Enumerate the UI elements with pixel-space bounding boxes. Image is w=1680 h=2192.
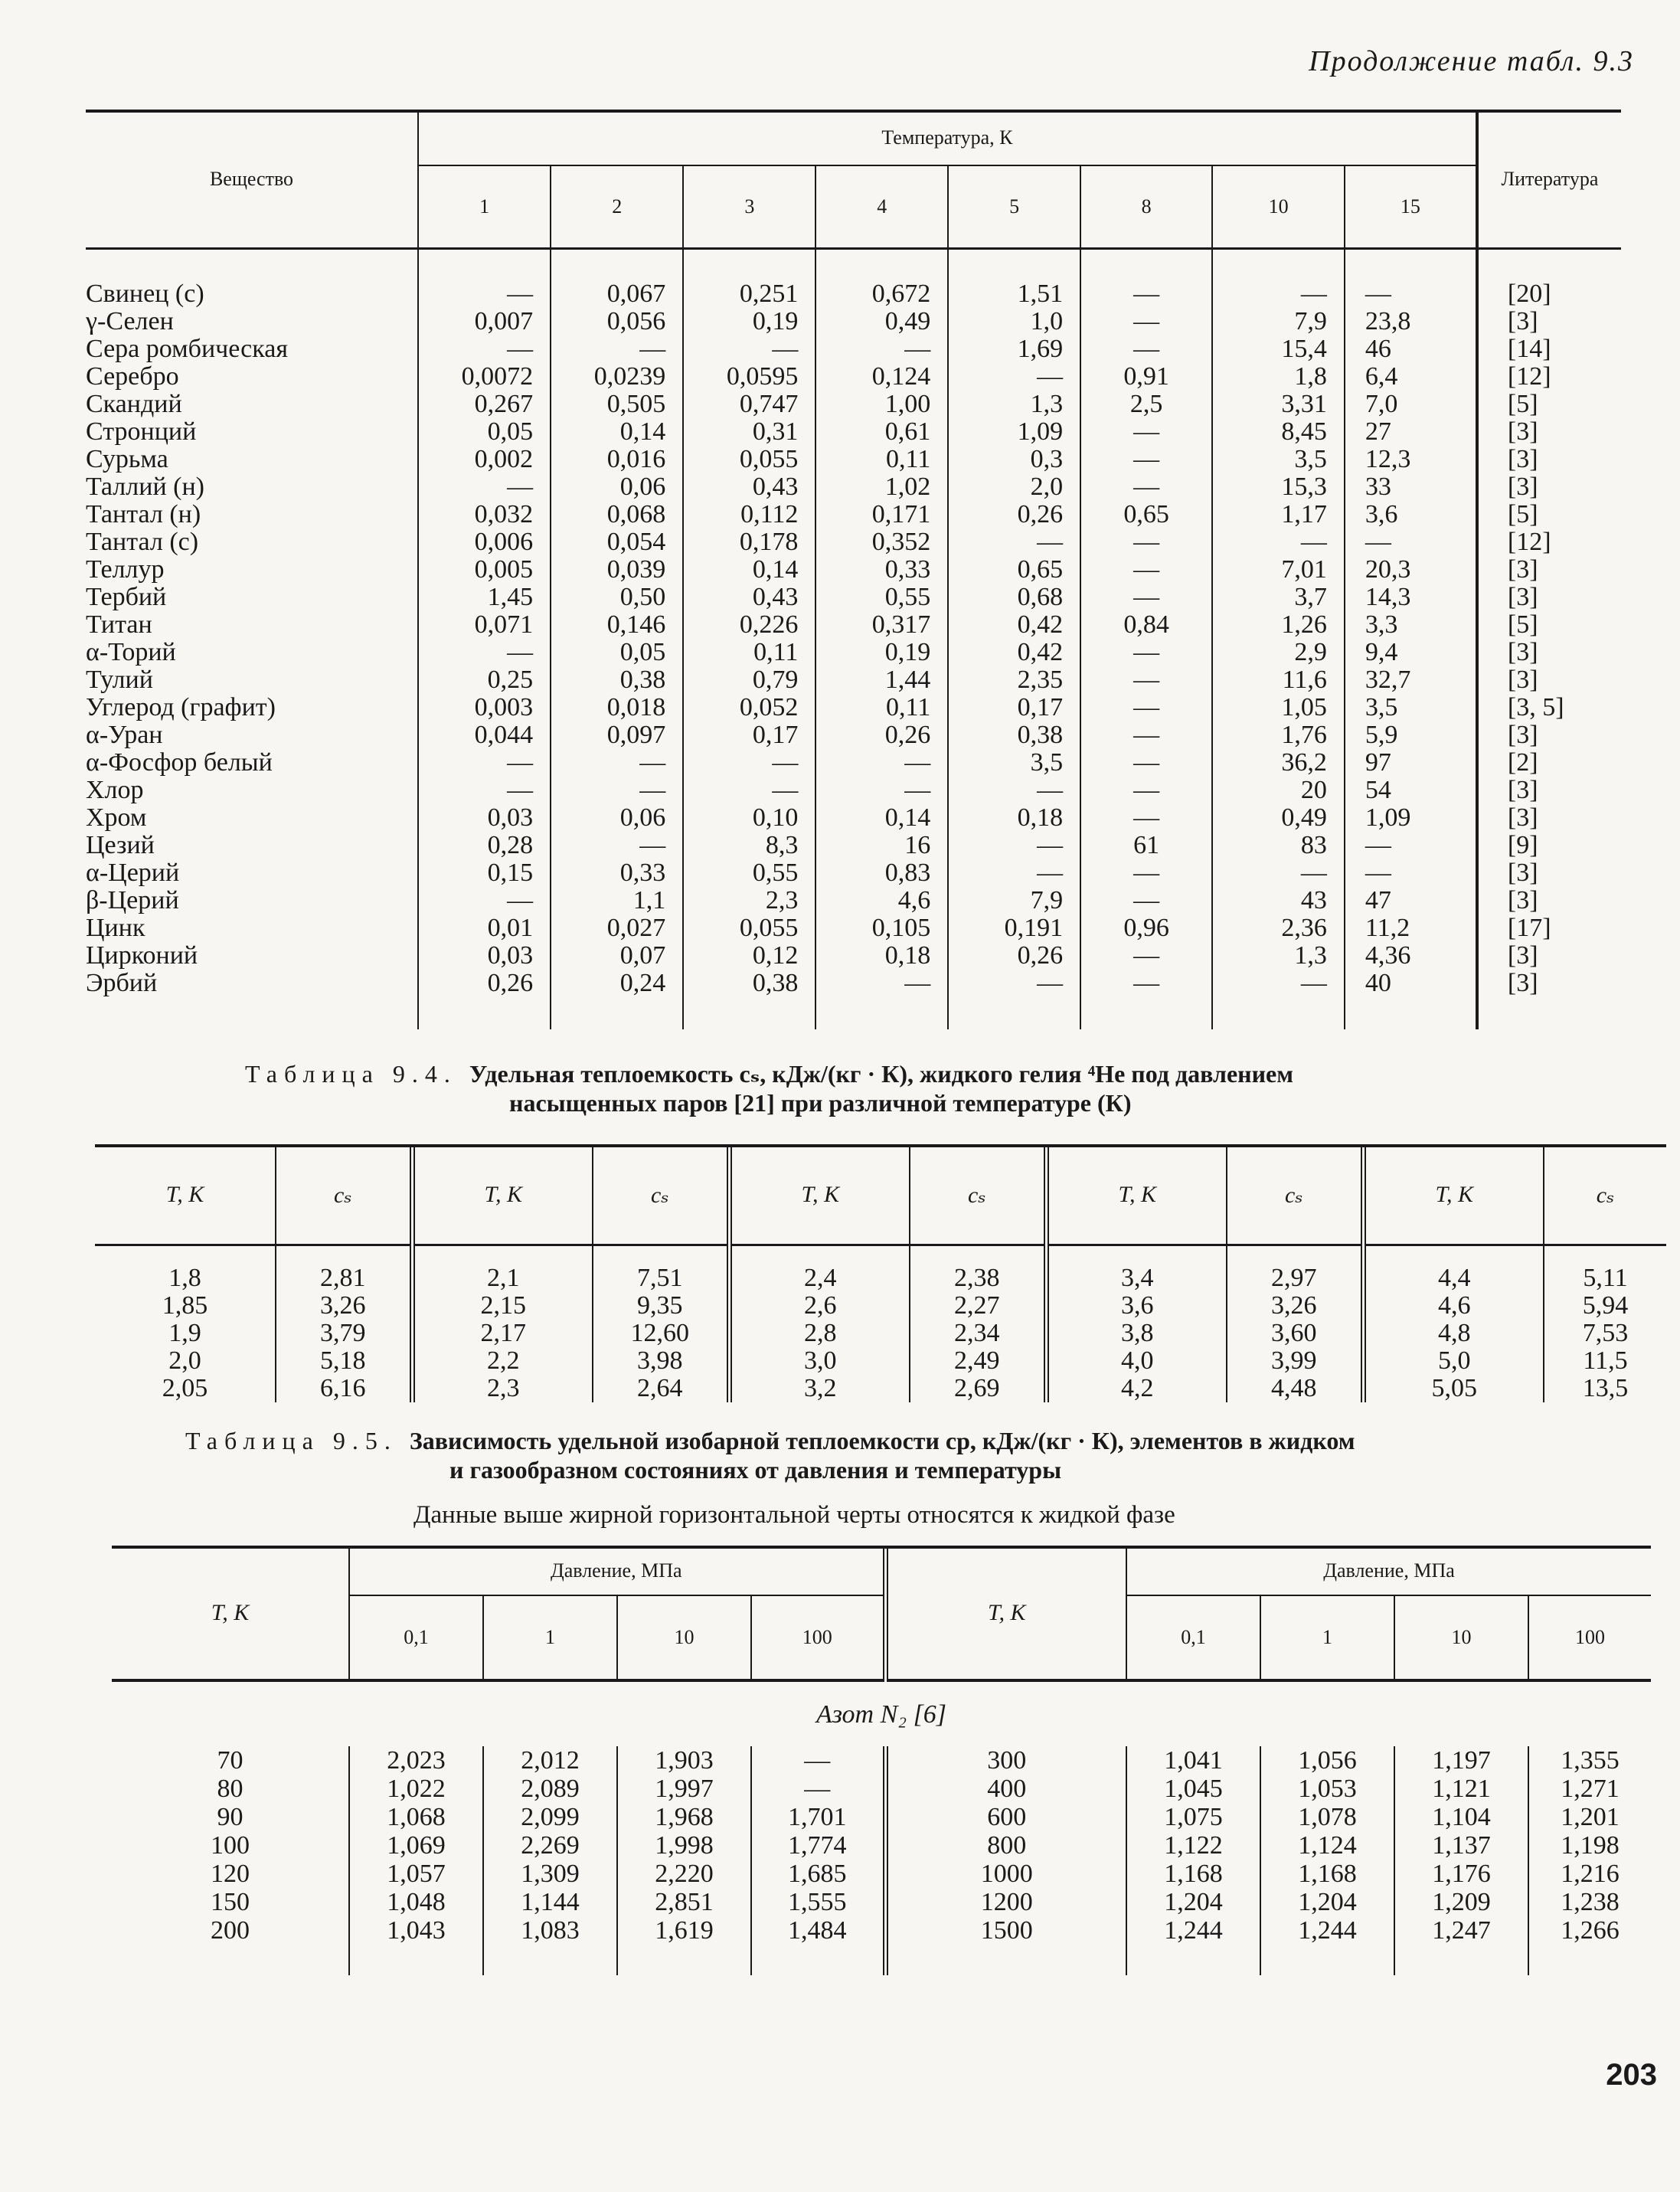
header-T-2: T, К	[412, 1146, 593, 1245]
header-literature: Литература	[1477, 111, 1621, 249]
col-T8: — — — 0,91 2,5 — — — 0,65 — — — 0,84 — — — — — — — 61 — — 0,96 — —	[1080, 249, 1212, 1030]
col-T2: 0,067 0,056 — 0,0239 0,505 0,14 0,016 0,06 0,068 0,054 0,039 0,50 0,146 0,05 0,38 0,018 0,097 — — 0,06 — 0,33 1,1 0,027 0,07 0,24	[551, 249, 683, 1030]
left-p1: 2,012 2,089 2,099 2,269 1,309 1,144 1,083	[483, 1746, 617, 1975]
header-cs-1: cₛ	[276, 1146, 412, 1245]
header-temperature: Температура, К	[418, 111, 1477, 165]
header-temp-5: 5	[948, 165, 1080, 249]
col-T3: 0,251 0,19 — 0,0595 0,747 0,31 0,055 0,43 0,112 0,178 0,14 0,43 0,226 0,11 0,79 0,052 0,17 — — 0,10 8,3 0,55 2,3 0,055 0,12 0,38	[683, 249, 815, 1030]
right-p01: 1,041 1,045 1,075 1,122 1,168 1,204 1,244	[1126, 1746, 1260, 1975]
left-T: 70 80 90 100 120 150 200	[211, 1746, 250, 1945]
header-cs-3: cₛ	[910, 1146, 1046, 1245]
table-9-5	[112, 1547, 1651, 1975]
left-p10: 1,903 1,997 1,968 1,998 2,220 2,851 1,619	[617, 1746, 751, 1975]
g5-T: 4,4 4,6 4,8 5,0 5,05	[1363, 1245, 1544, 1403]
col-T4: 0,672 0,49 — 0,124 1,00 0,61 0,11 1,02 0,171 0,352 0,33 0,55 0,317 0,19 1,44 0,11 0,26 — — 0,14 16 0,83 4,6 0,105 0,18 —	[815, 249, 948, 1030]
g4-cs: 2,97 3,26 3,60 3,99 4,48	[1227, 1245, 1363, 1403]
header-p10-right: 10	[1394, 1595, 1528, 1680]
g3-cs: 2,38 2,27 2,34 2,49 2,69	[910, 1245, 1046, 1403]
header-p1-left: 1	[483, 1595, 617, 1680]
header-T-left: T, К	[211, 1600, 250, 1625]
group-label-nitrogen: Азот N₂ [6]	[815, 1700, 947, 1729]
header-cs-5: cₛ	[1544, 1146, 1666, 1245]
header-T-1: T, К	[165, 1182, 204, 1207]
header-substance: Вещество	[209, 168, 294, 190]
left-p01: 2,023 1,022 1,068 1,069 1,057 1,048 1,043	[349, 1746, 483, 1975]
header-p10-left: 10	[617, 1595, 751, 1680]
g3-T: 2,4 2,6 2,8 3,0 3,2	[729, 1245, 910, 1403]
caption-9-4-label: Таблица 9.4.	[245, 1060, 457, 1088]
header-temp-3: 3	[683, 165, 815, 249]
caption-9-4	[245, 1059, 1547, 1117]
col-T5: 1,51 1,0 1,69 — 1,3 1,09 0,3 2,0 0,26 — 0,65 0,68 0,42 0,42 2,35 0,17 0,38 3,5 — 0,18 — — 7,9 0,191 0,26 —	[948, 249, 1080, 1030]
caption-9-4-line1: Удельная теплоемкость cₛ, кДж/(кг · К), жидкого гелия ⁴He под давлением	[469, 1060, 1294, 1088]
g2-cs: 7,51 9,35 12,60 3,98 2,64	[593, 1245, 729, 1403]
header-p100-right: 100	[1528, 1595, 1651, 1680]
header-p01-left: 0,1	[349, 1595, 483, 1680]
right-p1: 1,056 1,053 1,078 1,124 1,168 1,204 1,244	[1260, 1746, 1394, 1975]
left-p100: — — 1,701 1,774 1,685 1,555 1,484	[751, 1746, 885, 1975]
page-number: 203	[1606, 2058, 1657, 2092]
substance-column: Свинец (с) γ-Селен Сера ромбическая Серебро Скандий Стронций Сурьма Таллий (н) Тантал (н) Тантал (с) Теллур Тербий Титан α-Торий Тулий Углерод (графит) α-Уран α-Фосфор белый Хлор Хром Цезий α-Церий β-Церий Цинк Цирконий Эрбий	[86, 280, 288, 997]
caption-9-5-line2: и газообразном состояниях от давления и температуры	[449, 1456, 1062, 1484]
header-T-3: T, К	[729, 1146, 910, 1245]
header-p100-left: 100	[751, 1595, 885, 1680]
right-p100: 1,355 1,271 1,201 1,198 1,216 1,238 1,266	[1528, 1746, 1651, 1975]
header-p1-right: 1	[1260, 1595, 1394, 1680]
col-T15: — 23,8 46 6,4 7,0 27 12,3 33 3,6 — 20,3 14,3 3,3 9,4 32,7 3,5 5,9 97 54 1,09 — — 47 11,2 4,36 40	[1345, 249, 1477, 1030]
header-T-5: T, К	[1363, 1146, 1544, 1245]
col-literature: [20] [3] [14] [12] [5] [3] [3] [3] [5] [12] [3] [3] [5] [3] [3] [3, 5] [3] [2] [3] [3] [9] [3] [3] [17] [3] [3]	[1477, 249, 1621, 1030]
g5-cs: 5,11 5,94 7,53 11,5 13,5	[1544, 1245, 1666, 1403]
g2-T: 2,1 2,15 2,17 2,2 2,3	[412, 1245, 593, 1403]
caption-9-5	[185, 1426, 1640, 1484]
header-p01-right: 0,1	[1126, 1595, 1260, 1680]
table-9-3	[86, 111, 1621, 1029]
table-9-4	[95, 1146, 1666, 1402]
header-temp-8: 8	[1080, 165, 1212, 249]
header-temp-1: 1	[418, 165, 551, 249]
header-pressure-left: Давление, МПа	[349, 1547, 885, 1595]
header-temp-2: 2	[551, 165, 683, 249]
header-pressure-right: Давление, МПа	[1126, 1547, 1651, 1595]
caption-9-5-line1: Зависимость удельной изобарной теплоемкости cp, кДж/(кг · К), элементов в жидком	[409, 1427, 1355, 1454]
note-9-5: Данные выше жирной горизонтальной черты относятся к жидкой фазе	[413, 1501, 1175, 1529]
header-T-4: T, К	[1046, 1146, 1227, 1245]
g1-cs: 2,81 3,26 3,79 5,18 6,16	[276, 1245, 412, 1403]
continuation-title: Продолжение табл. 9.3	[1309, 45, 1634, 77]
caption-9-5-label: Таблица 9.5.	[185, 1427, 397, 1454]
right-p10: 1,197 1,121 1,104 1,137 1,176 1,209 1,247	[1394, 1746, 1528, 1975]
caption-9-4-line2: насыщенных паров [21] при различной температуре (К)	[509, 1089, 1132, 1117]
right-T: 300 400 600 800 1000 1200 1500	[885, 1746, 1126, 1975]
header-temp-15: 15	[1345, 165, 1477, 249]
header-T-right: T, К	[885, 1547, 1126, 1680]
header-cs-2: cₛ	[593, 1146, 729, 1245]
col-T10: — 7,9 15,4 1,8 3,31 8,45 3,5 15,3 1,17 — 7,01 3,7 1,26 2,9 11,6 1,05 1,76 36,2 20 0,49 83 — 43 2,36 1,3 —	[1212, 249, 1345, 1030]
g1-T: 1,8 1,85 1,9 2,0 2,05	[162, 1264, 208, 1402]
col-T1: — 0,007 — 0,0072 0,267 0,05 0,002 — 0,032 0,006 0,005 1,45 0,071 — 0,25 0,003 0,044 — — 0,03 0,28 0,15 — 0,01 0,03 0,26	[418, 249, 551, 1030]
header-temp-4: 4	[815, 165, 948, 249]
header-temp-10: 10	[1212, 165, 1345, 249]
header-cs-4: cₛ	[1227, 1146, 1363, 1245]
g4-T: 3,4 3,6 3,8 4,0 4,2	[1046, 1245, 1227, 1403]
